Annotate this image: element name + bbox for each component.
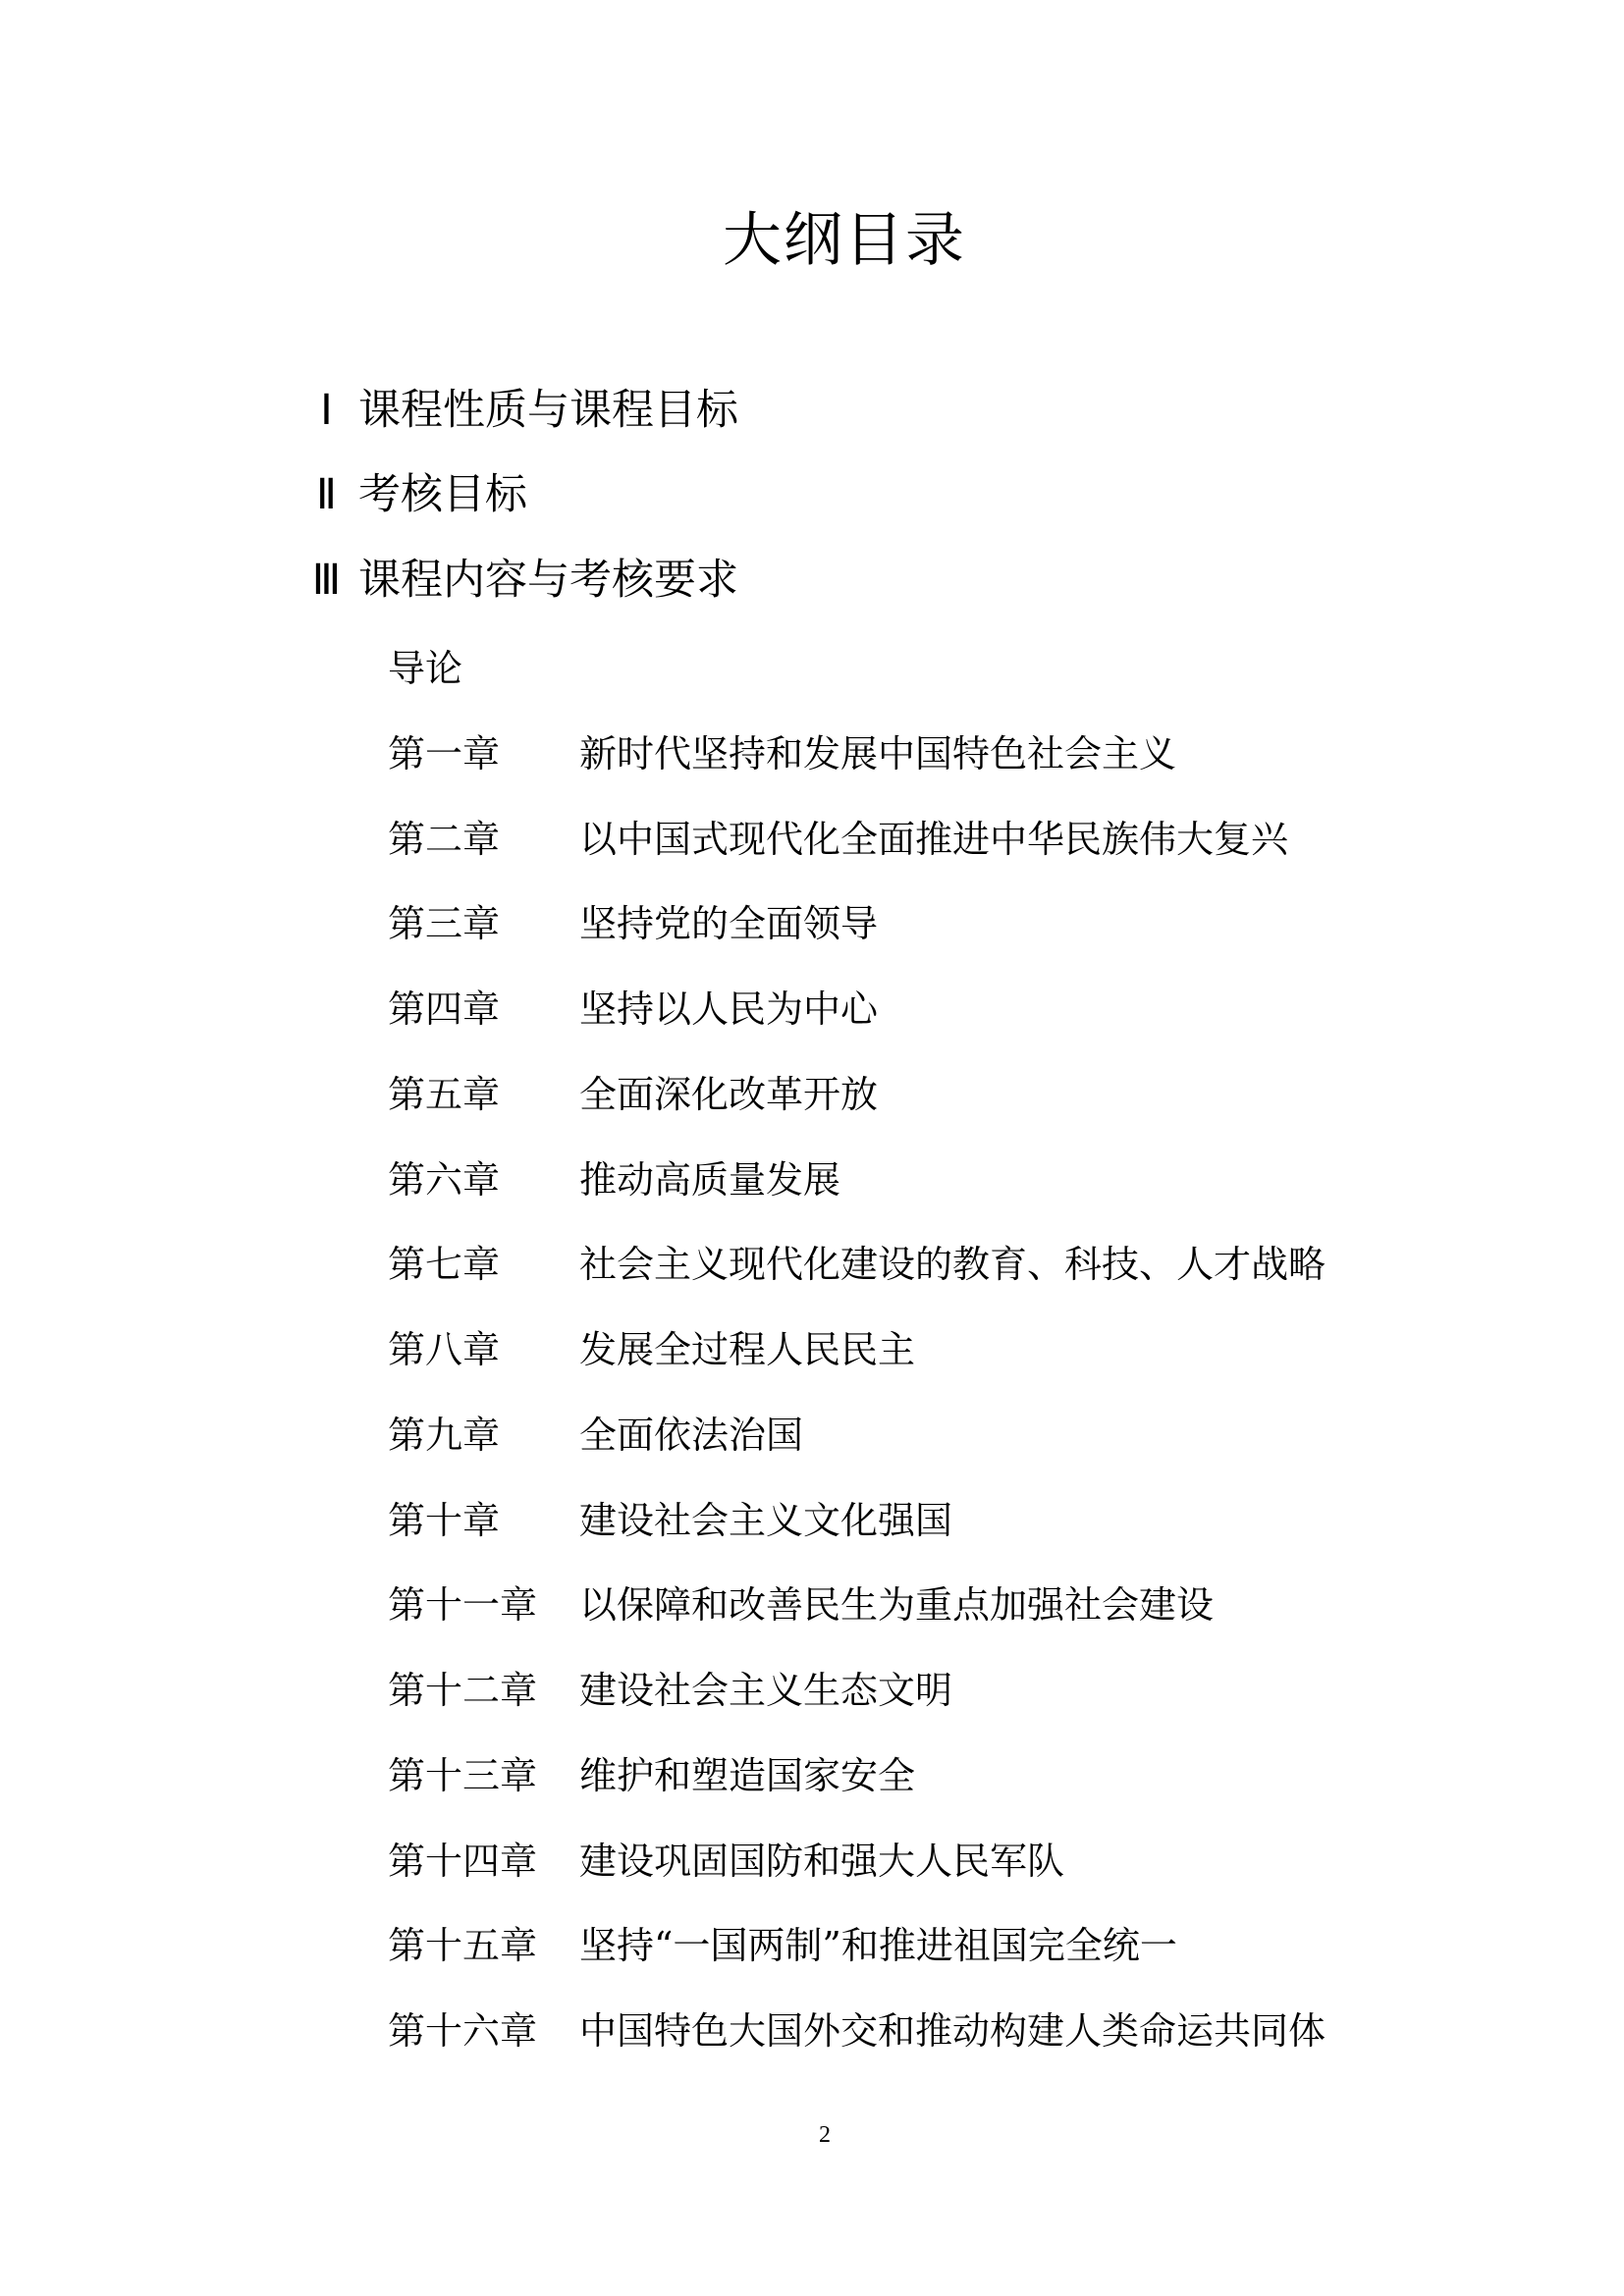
chapter-number: 第五章 [388,1072,501,1116]
toc-section[interactable] [295,371,738,450]
chapter-title: 中国特色大国外交和推动构建人类命运共同体 [579,2009,1326,2053]
chapter-title: 以保障和改善民生为重点加强社会建设 [579,1583,1215,1628]
toc-chapter[interactable] [388,712,1326,797]
toc-chapter[interactable] [388,1478,1326,1564]
chapter-number: 第十三章 [388,1753,538,1797]
chapter-title: 建设社会主义文化强国 [579,1498,953,1542]
toc-chapter[interactable] [388,1052,1326,1138]
chapter-number: 第十章 [388,1498,501,1542]
chapter-title: 全面依法治国 [579,1413,804,1457]
chapter-number: 第十六章 [388,2009,538,2053]
chapter-number: 第十一章 [388,1583,538,1628]
chapter-title: 新时代坚持和发展中国特色社会主义 [579,731,1177,775]
toc-section[interactable] [295,455,527,534]
chapter-number: 第十五章 [388,1924,538,1968]
chapter-title: 建设巩固国防和强大人民军队 [579,1839,1065,1883]
chapter-title: 以中国式现代化全面推进中华民族伟大复兴 [579,817,1289,861]
toc-chapter[interactable] [388,967,1326,1052]
toc-chapter[interactable] [388,1138,1326,1223]
section-title: 考核目标 [358,470,527,519]
section-title: 课程内容与考核要求 [358,556,738,605]
toc-chapter[interactable] [388,1222,1326,1308]
chapter-number: 第七章 [388,1243,501,1287]
chapter-title: 坚持党的全面领导 [579,902,879,946]
toc-chapter[interactable] [388,1393,1326,1478]
section-numeral: Ⅱ [315,470,338,519]
chapter-number: 第四章 [388,988,501,1031]
chapter-number: 第一章 [388,731,501,775]
chapter-list [388,626,1326,2074]
chapter-title: 维护和塑造国家安全 [579,1753,916,1797]
toc-chapter[interactable] [388,1989,1326,2074]
section-title: 课程性质与课程目标 [358,386,738,435]
toc-chapter[interactable] [388,1648,1326,1734]
toc-chapter-intro[interactable] [388,626,1326,712]
chapter-number: 第八章 [388,1328,501,1371]
toc-chapter[interactable] [388,797,1326,882]
toc-section[interactable] [295,541,738,619]
page-number: 2 [819,2122,831,2148]
toc-chapter[interactable] [388,1563,1326,1648]
toc-chapter[interactable] [388,1819,1326,1904]
toc-chapter[interactable] [388,1734,1326,1819]
chapter-number: 第二章 [388,817,501,861]
toc-chapter[interactable] [388,881,1326,967]
chapter-number: 第六章 [388,1157,501,1201]
chapter-number: 第九章 [388,1413,501,1457]
section-numeral: Ⅲ [311,556,342,605]
section-numeral: Ⅰ [320,386,333,435]
chapter-title: 全面深化改革开放 [579,1072,879,1116]
chapter-title: 建设社会主义生态文明 [579,1669,953,1712]
chapter-title: 社会主义现代化建设的教育、科技、人才战略 [579,1243,1326,1287]
toc-chapter[interactable] [388,1903,1326,1989]
chapter-title: 坚持“一国两制”和推进祖国完全统一 [579,1924,1177,1968]
chapter-number: 第三章 [388,902,501,946]
page-title: 大纲目录 [723,206,966,275]
chapter-number: 导论 [388,647,463,690]
chapter-title: 发展全过程人民民主 [579,1328,916,1371]
chapter-title: 推动高质量发展 [579,1157,841,1201]
toc-chapter[interactable] [388,1308,1326,1393]
chapter-number: 第十四章 [388,1839,538,1883]
chapter-number: 第十二章 [388,1669,538,1712]
chapter-title: 坚持以人民为中心 [579,988,879,1031]
